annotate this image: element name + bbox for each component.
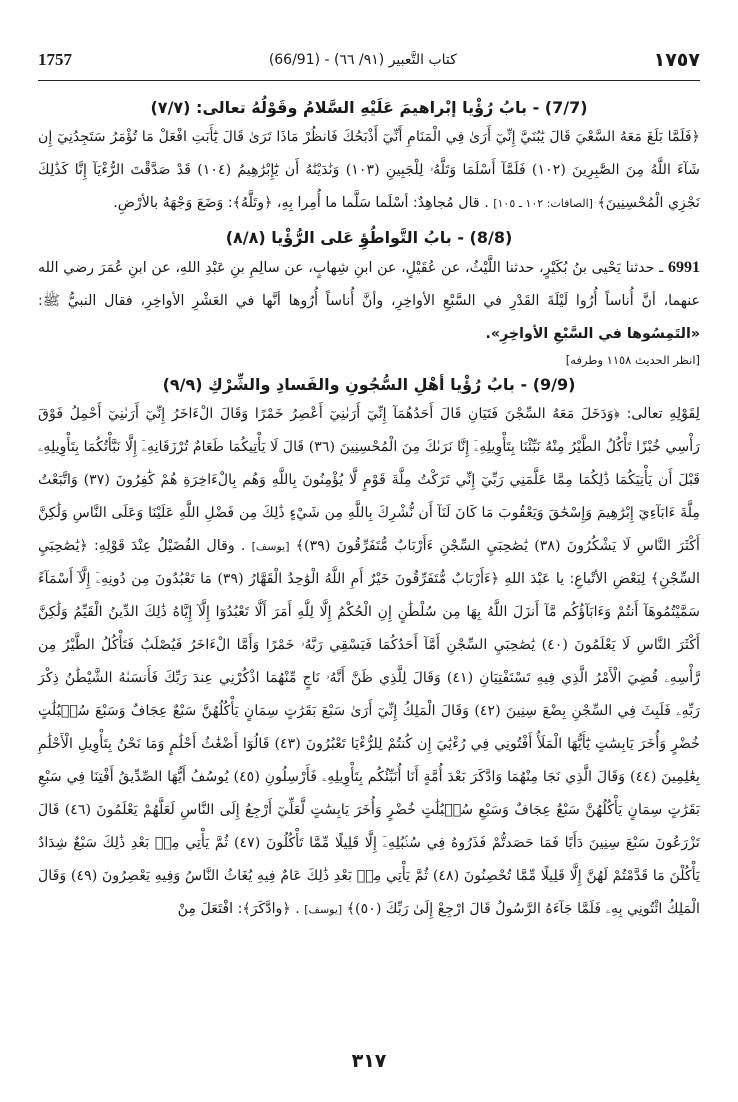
- page-header: [38, 44, 700, 76]
- chapter-9-body: [38, 398, 700, 926]
- main-text: [38, 90, 700, 926]
- quran-verse-yusuf-2: ﴿ءَأَرْبَابٌ مُّتَفَرِّقُونَ خَيْرٌ أَمِ اللَّهُ الْوَٰحِدُ الْقَهَّارُ (٣٩) مَا تَعْبُدُونَ مِن دُونِهِۦٓ إِلَّآ أَسْمَآءً سَمَّيْتُمُوهَآ أَنتُمْ وَءَابَآؤُكُم مَّآ أَنزَلَ اللَّهُ بِهَا مِن سُلْطَٰنٍ إِنِ الْحُكْمُ إِلَّا لِلَّهِ أَمَرَ أَلَّا تَعْبُدُوٓا إِلَّآ إِيَّاهُ ذَٰلِكَ الدِّينُ الْقَيِّمُ وَلَٰكِنَّ أَكْثَرَ النَّاسِ لَا يَعْلَمُونَ (٤٠) يَٰصَٰحِبَيِ السِّجْنِ أَمَّآ أَحَدُكُمَا فَيَسْقِي رَبَّهُۥ خَمْرًا وَأَمَّا الْءَاخَرُ فَيُصْلَبُ فَتَأْكُلُ الطَّيْرُ مِن رَّأْسِهِۦ قُضِيَ الْأَمْرُ الَّذِي فِيهِ تَسْتَفْتِيَانِ (٤١) وَقَالَ لِلَّذِي ظَنَّ أَنَّهُۥ نَاجٍ مِّنْهُمَا اذْكُرْنِي عِندَ رَبِّكَ فَأَنسَىٰهُ الشَّيْطَٰنُ ذِكْرَ رَبِّهِۦ فَلَبِثَ فِي السِّجْنِ بِضْعَ سِنِينَ (٤٢) وَقَالَ الْمَلِكُ إِنِّيٓ أَرَىٰ سَبْعَ بَقَرَٰتٍ سِمَانٍ يَأْكُلُهُنَّ سَبْعٌ عِجَافٌ وَسَبْعَ سُنۢبُلَٰتٍ خُضْرٍ وَأُخَرَ يَابِسَٰتٍ يَٰٓأَيُّهَا الْمَلَأُ أَفْتُونِي فِي رُءْيَٰيَ إِن كُنتُمْ لِلرُّءْيَا تَعْبُرُونَ (٤٣) قَالُوٓا أَضْغَٰثُ أَحْلَٰمٍ وَمَا نَحْنُ بِتَأْوِيلِ الْأَحْلَٰمِ بِعَٰلِمِينَ (٤٤) وَقَالَ الَّذِي نَجَا مِنْهُمَا وَادَّكَرَ بَعْدَ أُمَّةٍ أَنَا أُنَبِّئُكُم بِتَأْوِيلِهِۦ فَأَرْسِلُونِ (٤٥) يُوسُفُ أَيُّهَا الصِّدِّيقُ أَفْتِنَا فِي سَبْعِ بَقَرَٰتٍ سِمَانٍ يَأْكُلُهُنَّ سَبْعٌ عِجَافٌ وَسَبْعِ سُنۢبُلَٰتٍ خُضْرٍ وَأُخَرَ يَابِسَٰتٍ لَّعَلِّيٓ أَرْجِعُ إِلَى النَّاسِ لَعَلَّهُمْ يَعْلَمُونَ (٤٦) قَالَ تَزْرَعُونَ سَبْعَ سِنِينَ دَأَبًا فَمَا حَصَدتُّمْ فَذَرُوهُ فِي سُنۢبُلِهِۦٓ إِلَّا قَلِيلًا مِّمَّا تَأْكُلُونَ (٤٧) ثُمَّ يَأْتِي مِنۢ بَعْدِ ذَٰلِكَ سَبْعٌ شِدَادٌ يَأْكُلْنَ مَا قَدَّمْتُمْ لَهُنَّ إِلَّا قَلِيلًا مِّمَّا تُحْصِنُونَ (٤٨) ثُمَّ يَأْتِي مِنۢ بَعْدِ ذَٰلِكَ عَامٌ فِيهِ يُغَاثُ النَّاسُ وَفِيهِ يَعْصِرُونَ (٤٩) وَقَالَ الْمَلِكُ ائْتُونِي بِهِۦ فَلَمَّا جَآءَهُ الرَّسُولُ قَالَ ارْجِعْ إِلَىٰ رَبِّكَ (٥٠)﴾: [38, 571, 701, 917]
- hadith-text: ـ حدثنا يَحْيى بنُ بُكَيْرٍ، حدثنا اللَّيْثُ، عن عُقَيْلٍ، عن ابنِ شِهابٍ، عن سالِمِ بنِ عَبْدِ اللهِ، عن ابنِ عُمَرَ رضي الله عنهما، أنَّ أُناساً أُرُوا لَيْلَةَ القَدْرِ في السَّبْعِ الأواخِرِ، وأنَّ أُناساً أُرُوها أنَّها في العَشْرِ الأواخِرِ، فقال النبيُّ ﷺ:: [38, 260, 700, 309]
- chapter-heading-9: (9/9) - بابُ رُؤْيا أهْلِ السُّجُونِ والفَسادِ والشِّرْكِ (٩/٩): [162, 375, 576, 394]
- verse-reference: [الصافات: ١٠٢ ـ ١٠٥]: [493, 197, 593, 210]
- intro-text: لِقَوْلِهِ تعالى:: [626, 406, 701, 422]
- quran-verse-yusuf-1: ﴿وَدَخَلَ مَعَهُ السِّجْنَ فَتَيَانِ قَالَ أَحَدُهُمَآ إِنِّيٓ أَرَىٰنِيٓ أَعْصِرُ خَمْرًا وَقَالَ الْءَاخَرُ إِنِّيٓ أَرَىٰنِيٓ أَحْمِلُ فَوْقَ رَأْسِي خُبْزًا تَأْكُلُ الطَّيْرُ مِنْهُ نَبِّئْنَا بِتَأْوِيلِهِۦٓ إِنَّا نَرَىٰكَ مِنَ الْمُحْسِنِينَ (٣٦) قَالَ لَا يَأْتِيكُمَا طَعَامٌ تُرْزَقَانِهِۦٓ إِلَّا نَبَّأْتُكُمَا بِتَأْوِيلِهِۦ قَبْلَ أَن يَأْتِيَكُمَا ذَٰلِكُمَا مِمَّا عَلَّمَنِي رَبِّيٓ إِنِّي تَرَكْتُ مِلَّةَ قَوْمٍ لَّا يُؤْمِنُونَ بِاللَّهِ وَهُم بِالْءَاخِرَةِ هُمْ كَٰفِرُونَ (٣٧) وَاتَّبَعْتُ مِلَّةَ ءَابَآءِيٓ إِبْرَٰهِيمَ وَإِسْحَٰقَ وَيَعْقُوبَ مَا كَانَ لَنَآ أَن نُّشْرِكَ بِاللَّهِ مِن شَيْءٍ ذَٰلِكَ مِن فَضْلِ اللَّهِ عَلَيْنَا وَعَلَى النَّاسِ وَلَٰكِنَّ أَكْثَرَ النَّاسِ لَا يَشْكُرُونَ (٣٨) يَٰصَٰحِبَيِ السِّجْنِ ءَأَرْبَابٌ مُّتَفَرِّقُونَ (٣٩)﴾: [38, 406, 701, 554]
- page-number-latin: 1757: [38, 50, 72, 69]
- page-number-arabic: ١٧٥٧: [653, 49, 700, 71]
- hadith-quote: «التَمِسُوها في السَّبْعِ الأواخِرِ».: [485, 326, 700, 342]
- hadith-number: 6991: [668, 259, 700, 276]
- hadith-body: [38, 251, 700, 351]
- hadith-reference: [انظر الحديث ١١٥٨ وطرفه]: [565, 353, 700, 367]
- running-title: (66/91) - كتاب التَّعبير (٩١/ ٦٦): [268, 52, 457, 68]
- closing-commentary: . ﴿وادَّكَرَ﴾: افْتَعَلَ مِنْ: [177, 901, 300, 917]
- verse-reference-2: [يوسف]: [304, 903, 343, 916]
- chapter-7-body: [38, 121, 700, 220]
- verse-reference-1: [يوسف]: [251, 540, 290, 553]
- page-footer-number: ٣١٧: [351, 1050, 387, 1072]
- chapter-heading-7: (7/7) - بابُ رُؤْيا إبْراهيمَ عَلَيْهِ السَّلامُ وقَوْلُهُ تعالى: (٧/٧): [150, 98, 588, 117]
- chapter-heading-8: (8/8) - بابُ التَّواطُؤِ عَلى الرُّؤْيا (٨/٨): [225, 228, 513, 247]
- fudayl-commentary: . وقال الفُضَيْلُ عِنْدَ قَوْلِهِ: ﴿يَٰصَٰحِبَيِ السِّجْنِ﴾ لِبَعْضِ الأتْباعِ: يا عَبْدَ اللهِ: [38, 538, 700, 587]
- header-rule: [38, 80, 700, 81]
- quran-verse: ﴿فَلَمَّا بَلَغَ مَعَهُ السَّعْيَ قَالَ يَٰبُنَيَّ إِنِّيٓ أَرَىٰ فِي الْمَنَامِ أَنِّيٓ أَذْبَحُكَ فَانظُرْ مَاذَا تَرَىٰ قَالَ يَٰٓأَبَتِ افْعَلْ مَا تُؤْمَرُ سَتَجِدُنِيٓ إِن شَآءَ اللَّهُ مِنَ الصَّٰبِرِينَ (١٠٢) فَلَمَّآ أَسْلَمَا وَتَلَّهُۥ لِلْجَبِينِ (١٠٣) وَنَٰدَيْنَٰهُ أَن يَٰٓإِبْرَٰهِيمُ (١٠٤) قَدْ صَدَّقْتَ الرُّءْيَآ إِنَّا كَذَٰلِكَ نَجْزِي الْمُحْسِنِينَ﴾: [38, 129, 700, 211]
- commentary-text: . قال مُجاهِدٌ: أسْلَما سَلَّما ما أُمِرا بِهِ، ﴿وتَلَّهُ﴾: وَضَعَ وَجْهَهُ بالأرْضِ.: [113, 195, 489, 211]
